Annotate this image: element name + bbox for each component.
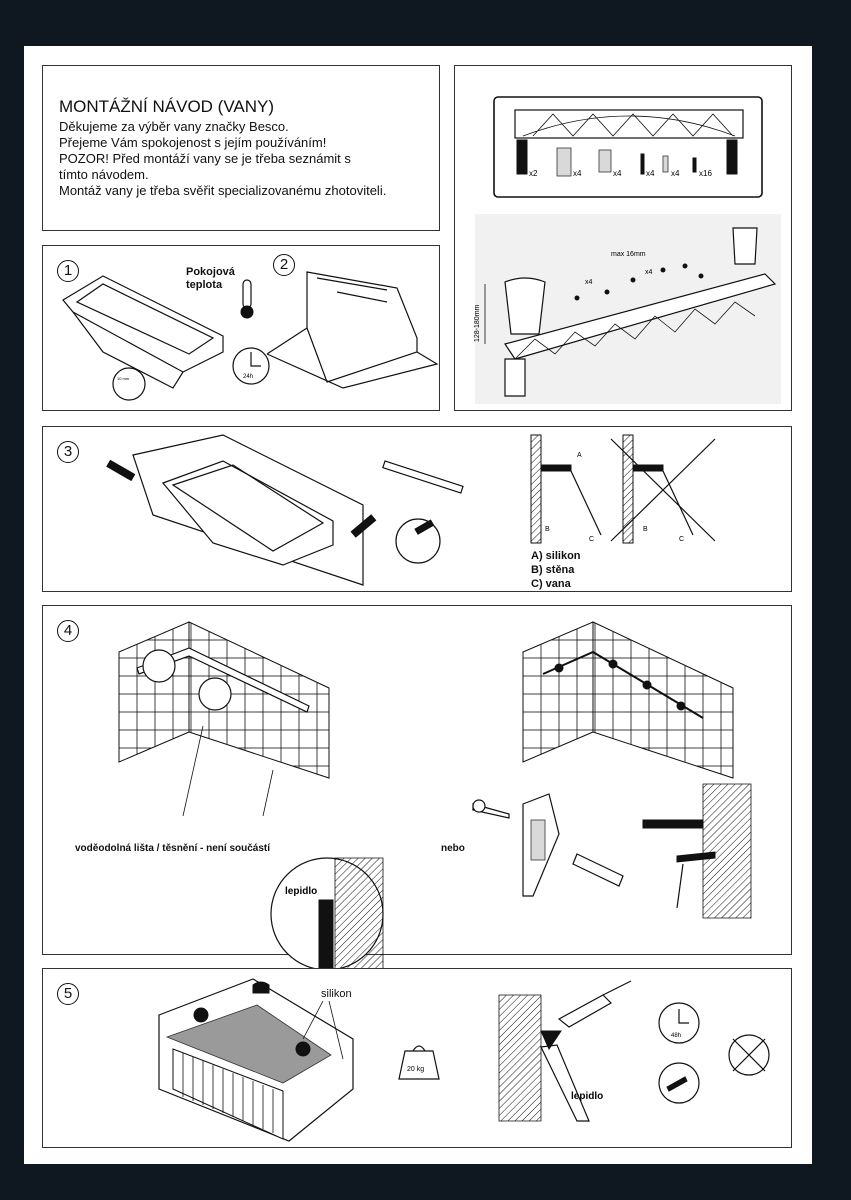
weight-label: 20 kg <box>407 1066 425 1073</box>
room-temp-label: teplota <box>186 279 223 291</box>
adhesive-strip-detail <box>263 854 393 974</box>
height-label: 128-180mm <box>474 304 481 342</box>
seal-wrong-diagram <box>623 435 723 545</box>
step-number: 3 <box>57 441 79 463</box>
legend-item: C) vana <box>531 578 571 590</box>
intro-line: tímto návodem. <box>59 167 149 182</box>
no-cleaning-icon <box>727 1033 771 1077</box>
weight-icon <box>397 1041 441 1081</box>
callout-label: B <box>545 526 550 533</box>
clip-fixing-illustration <box>473 784 643 924</box>
silicone-gun-icon <box>657 1061 701 1105</box>
page-title: MONTÁŽNÍ NÁVOD (VANY) <box>59 97 275 116</box>
legend-item: A) silikon <box>531 550 581 562</box>
part-count: x2 <box>529 169 538 178</box>
callout-label: A <box>577 452 582 459</box>
pointer-lines <box>163 666 303 816</box>
level-illustration <box>383 459 473 569</box>
step-1-2-panel <box>42 245 440 411</box>
clock-label: 48h <box>671 1033 682 1039</box>
part-count: x4 <box>671 169 680 178</box>
part-count: x16 <box>699 169 712 178</box>
intro-line: Přejeme Vám spokojenost s jejím používáním! <box>59 135 327 150</box>
step-number: 4 <box>57 620 79 642</box>
frame-panel <box>454 65 792 411</box>
glue-label: lepidlo <box>285 886 318 897</box>
intro-line: Montáž vany je třeba svěřit specializovanému zhotoviteli. <box>59 183 387 198</box>
max-label: max 16mm <box>611 251 646 258</box>
glue-label: lepidlo <box>571 1091 604 1102</box>
silicone-application-detail <box>499 981 669 1131</box>
seal-correct-diagram <box>531 435 621 545</box>
step-4-panel <box>42 605 792 955</box>
silicone-label: silikon <box>321 988 352 1000</box>
part-count: x4 <box>646 169 655 178</box>
intro-panel <box>42 65 440 231</box>
wall-bracket-detail <box>643 784 753 924</box>
detail-label: 10 mm <box>117 376 130 381</box>
legend-item: B) stěna <box>531 564 575 576</box>
tiled-corner-illustration <box>523 622 735 778</box>
callout-label: C <box>679 536 685 543</box>
clock-icon <box>657 1001 701 1045</box>
intro-line: Děkujeme za výběr vany značky Besco. <box>59 119 289 134</box>
step-number: 2 <box>273 254 295 276</box>
count-label: x4 <box>585 279 593 286</box>
callout-label: B <box>643 526 648 533</box>
frame-assembly-illustration <box>475 214 781 404</box>
part-count: x4 <box>613 169 622 178</box>
instruction-sheet <box>24 46 812 1164</box>
intro-line: POZOR! Před montáží vany se je třeba seznámit s <box>59 151 351 166</box>
filled-bathtub-illustration <box>153 979 363 1147</box>
count-label: x4 <box>645 269 653 276</box>
room-temp-label: Pokojová <box>186 266 235 278</box>
parts-kit-illustration <box>493 96 765 200</box>
callout-label: C <box>589 536 595 543</box>
step-number: 5 <box>57 983 79 1005</box>
or-label: nebo <box>441 843 465 854</box>
strip-label: voděodolná lišta / těsnění - není součástí <box>75 843 271 854</box>
step-number: 1 <box>57 260 79 282</box>
step-5-panel <box>42 968 792 1148</box>
tub-with-frame-illustration <box>267 268 437 388</box>
step-3-panel <box>42 426 792 592</box>
thermometer-icon <box>237 280 257 320</box>
clock-icon <box>231 346 271 386</box>
part-count: x4 <box>573 169 582 178</box>
clock-label: 24h <box>243 374 254 380</box>
tub-marking-illustration <box>103 435 373 585</box>
